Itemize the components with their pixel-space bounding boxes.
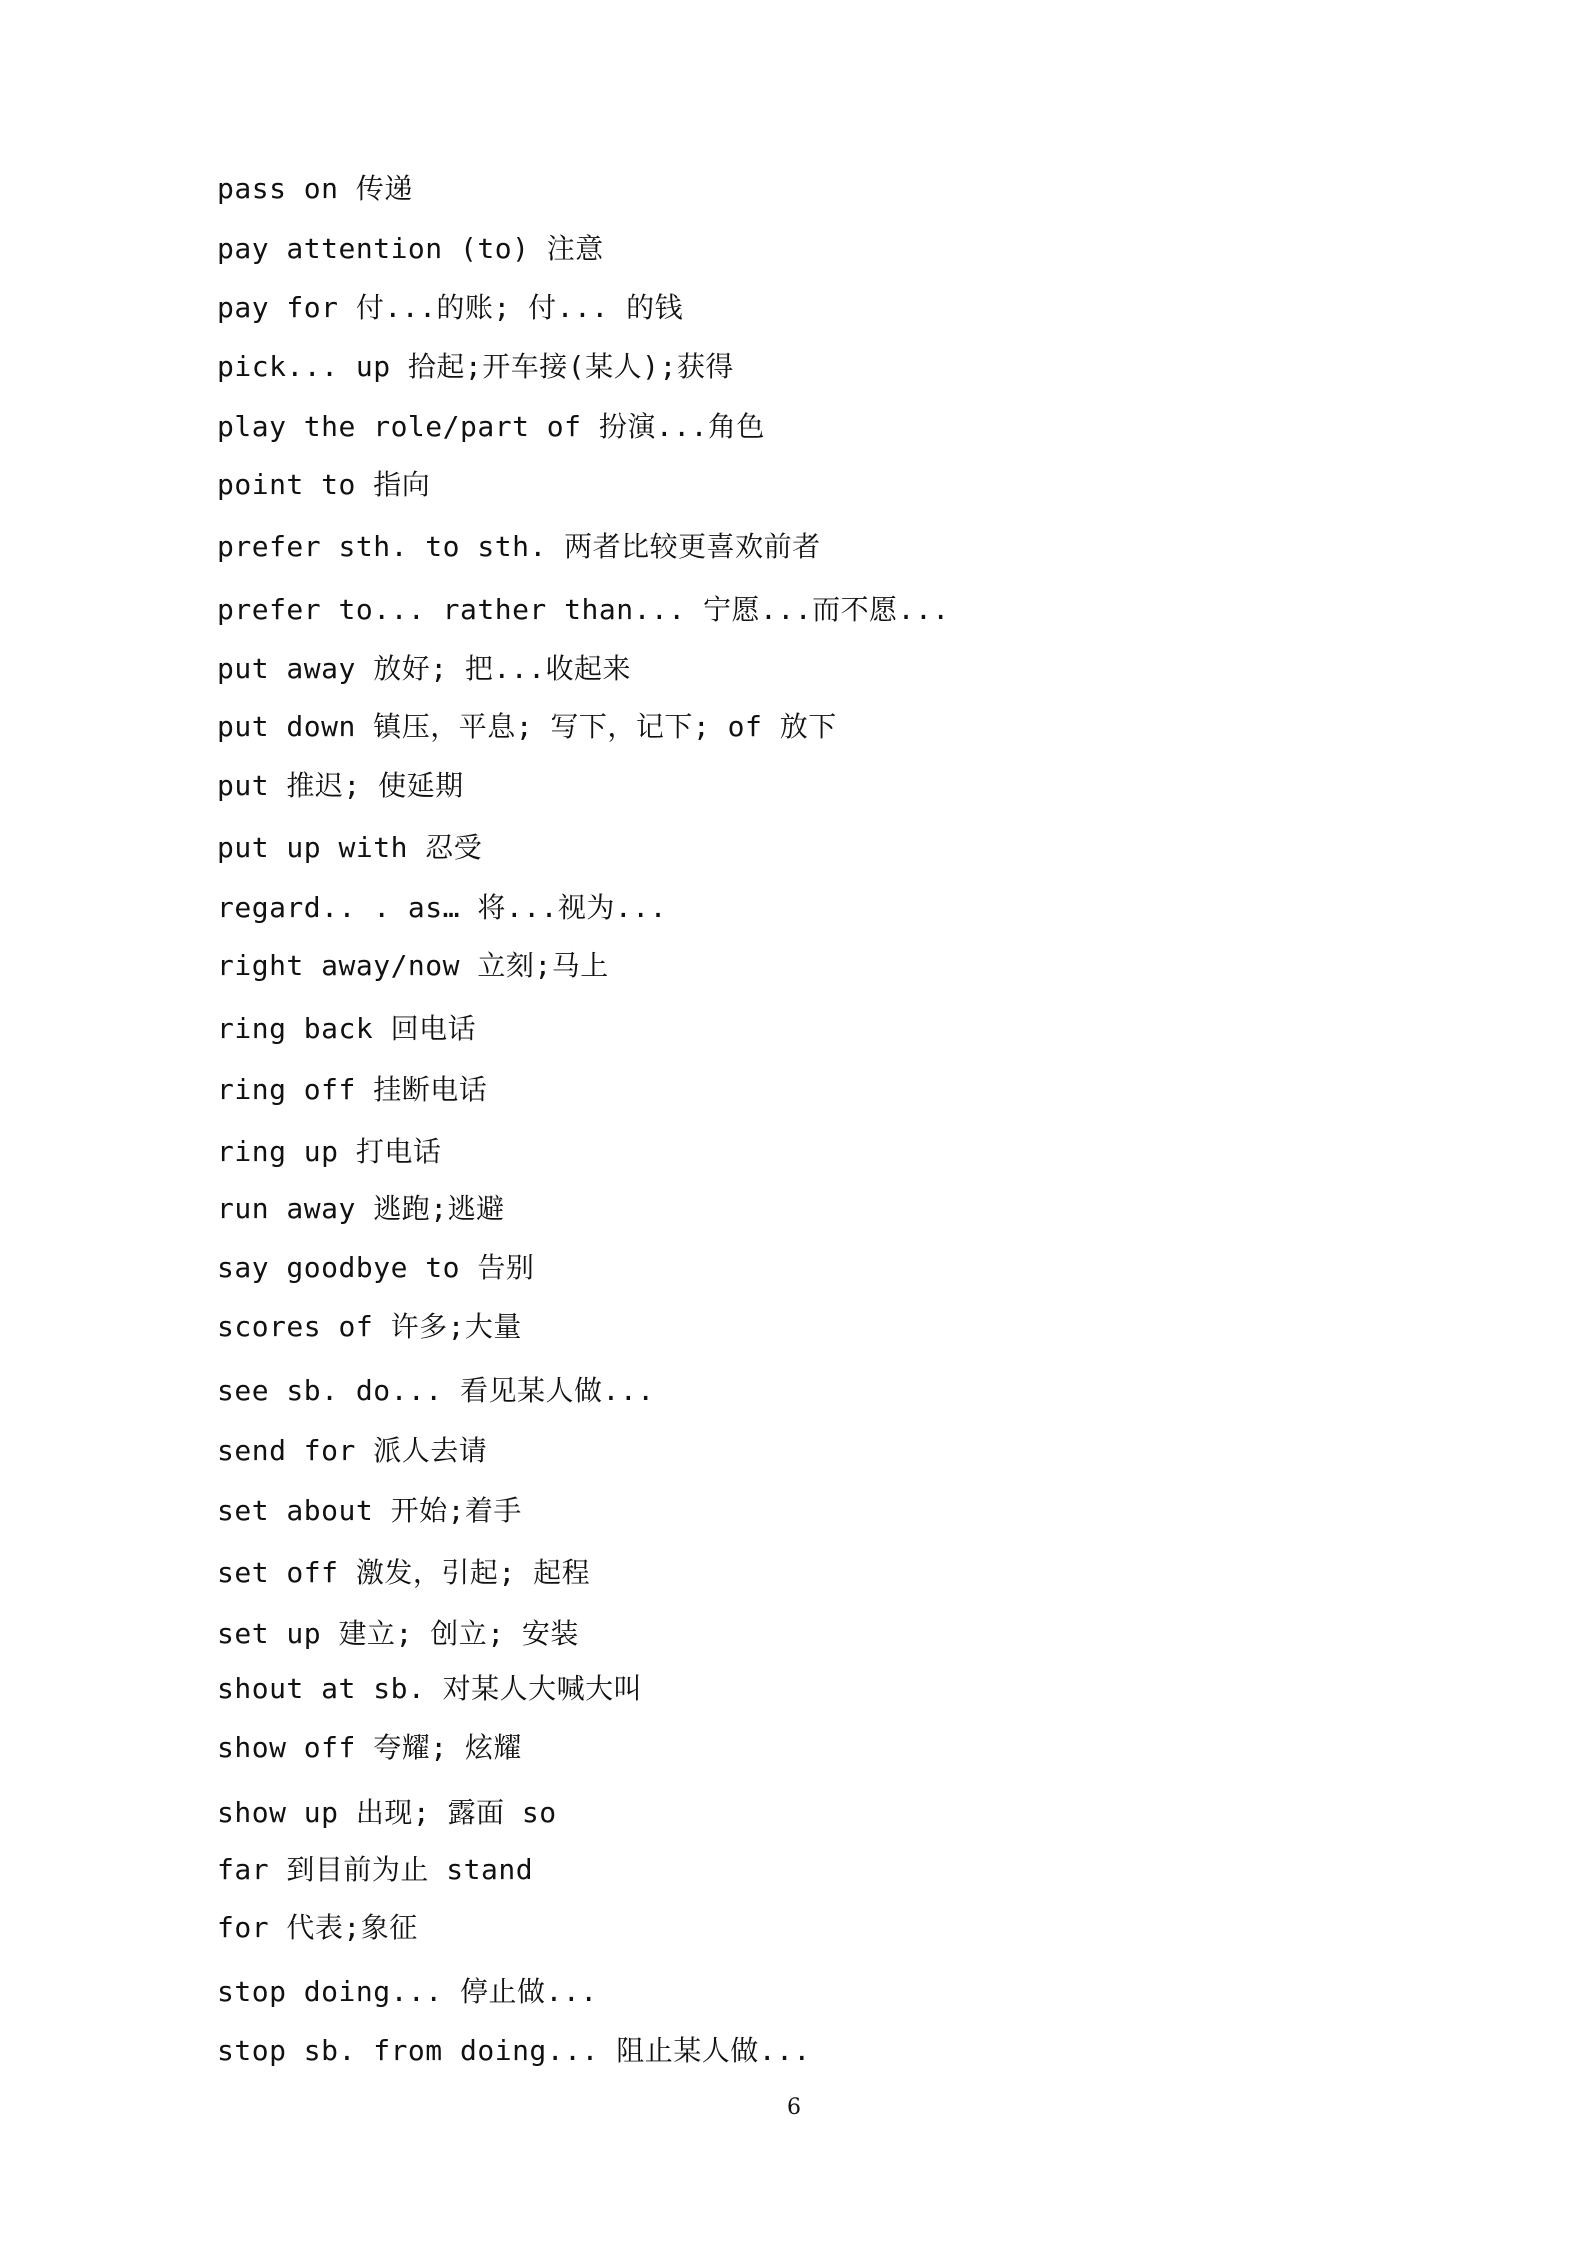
phrase-entry: set off 激发，引起; 起程: [217, 1556, 591, 1589]
phrase-entry: for 代表;象征: [217, 1911, 418, 1944]
phrase-entry: stop sb. from doing... 阻止某人做...: [217, 2034, 811, 2067]
phrase-entry: far 到目前为止 stand: [217, 1853, 534, 1886]
phrase-entry: pay attention (to) 注意: [217, 232, 604, 265]
phrase-entry: scores of 许多;大量: [217, 1310, 522, 1343]
phrase-entry: prefer sth. to sth. 两者比较更喜欢前者: [217, 530, 821, 563]
phrase-entry: put down 镇压，平息; 写下，记下; of 放下: [217, 710, 837, 743]
phrase-entry: show up 出现; 露面 so: [217, 1796, 557, 1829]
phrase-entry: ring back 回电话: [217, 1012, 477, 1045]
phrase-entry: run away 逃跑;逃避: [217, 1192, 505, 1225]
phrase-entry: put away 放好; 把...收起来: [217, 652, 632, 685]
phrase-entry: ring off 挂断电话: [217, 1073, 488, 1106]
phrase-entry: see sb. do... 看见某人做...: [217, 1374, 655, 1407]
phrase-entry: right away/now 立刻;马上: [217, 949, 609, 982]
phrase-entry: point to 指向: [217, 468, 431, 501]
phrase-entry: set up 建立; 创立; 安装: [217, 1617, 579, 1650]
phrase-entry: ring up 打电话: [217, 1135, 442, 1168]
phrase-entry: say goodbye to 告别: [217, 1251, 535, 1284]
phrase-entry: pay for 付...的账; 付... 的钱: [217, 291, 684, 324]
phrase-entry: pick... up 拾起;开车接(某人);获得: [217, 350, 734, 383]
phrase-entry: play the role/part of 扮演...角色: [217, 410, 765, 443]
phrase-entry: show off 夸耀; 炫耀: [217, 1731, 522, 1764]
phrase-entry: regard.. . as… 将...视为...: [217, 891, 668, 924]
phrase-entry: put up with 忍受: [217, 831, 483, 864]
phrase-entry: set about 开始;着手: [217, 1494, 522, 1527]
phrase-entry: prefer to... rather than... 宁愿...而不愿...: [217, 593, 950, 626]
phrase-entry: put 推迟; 使延期: [217, 769, 464, 802]
phrase-entry: pass on 传递: [217, 172, 413, 205]
page-number: 6: [787, 2095, 801, 2120]
phrase-entry: shout at sb. 对某人大喊大叫: [217, 1672, 643, 1705]
phrase-entry: stop doing... 停止做...: [217, 1975, 598, 2008]
phrase-entry: send for 派人去请: [217, 1434, 488, 1467]
